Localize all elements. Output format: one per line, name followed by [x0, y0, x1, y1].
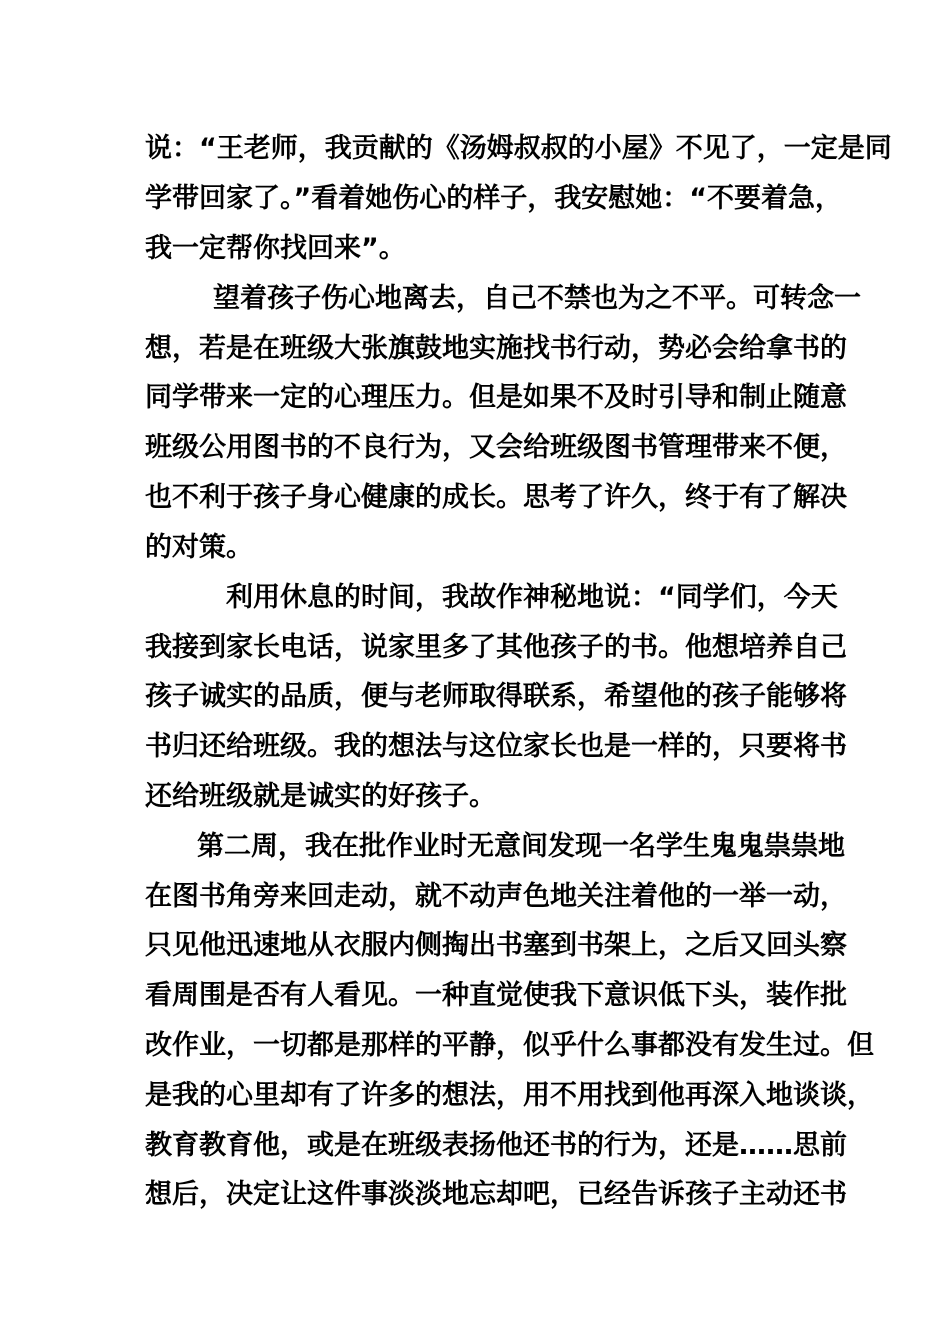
text-line: 看周围是否有人看见。一种直觉使我下意识低下头，装作批 [145, 980, 847, 1011]
text-line: 我一定帮你找回来”。 [145, 233, 406, 264]
text-line: 第二周，我在批作业时无意间发现一名学生鬼鬼祟祟地 [197, 831, 845, 862]
text-line: 在图书角旁来回走动，就不动声色地关注着他的一举一动， [145, 881, 847, 912]
text-line: 书归还给班级。我的想法与这位家长也是一样的，只要将书 [145, 731, 847, 762]
text-line: 利用休息的时间，我故作神秘地说：“同学们，今天 [226, 582, 838, 613]
text-line: 想，若是在班级大张旗鼓地实施找书行动，势必会给拿书的 [145, 333, 847, 364]
text-line: 我接到家长电话，说家里多了其他孩子的书。他想培养自己 [145, 632, 847, 663]
text-line: 改作业，一切都是那样的平静，似乎什么事都没有发生过。但 [145, 1030, 874, 1061]
text-line: 说：“王老师，我贡献的《汤姆叔叔的小屋》不见了，一定是同 [145, 133, 892, 164]
text-line: 还给班级就是诚实的好孩子。 [145, 781, 496, 812]
text-line: 同学带来一定的心理压力。但是如果不及时引导和制止随意 [145, 382, 847, 413]
text-line: 也不利于孩子身心健康的成长。思考了许久，终于有了解决 [145, 482, 847, 513]
text-line: 班级公用图书的不良行为，又会给班级图书管理带来不便， [145, 432, 847, 463]
text-line: 望着孩子伤心地离去，自己不禁也为之不平。可转念一 [213, 283, 861, 314]
text-line: 学带回家了。”看着她伤心的样子，我安慰她：“不要着急， [145, 183, 842, 214]
text-line: 只见他迅速地从衣服内侧掏出书塞到书架上，之后又回头察 [145, 930, 847, 961]
text-line: 想后，决定让这件事淡淡地忘却吧，已经告诉孩子主动还书 [145, 1179, 847, 1210]
text-line: 的对策。 [145, 532, 253, 563]
text-line: 是我的心里却有了许多的想法，用不用找到他再深入地谈谈， [145, 1080, 874, 1111]
text-line: 孩子诚实的品质，便与老师取得联系，希望他的孩子能够将 [145, 681, 847, 712]
text-line: 教育教育他，或是在班级表扬他还书的行为，还是……思前 [145, 1130, 847, 1161]
